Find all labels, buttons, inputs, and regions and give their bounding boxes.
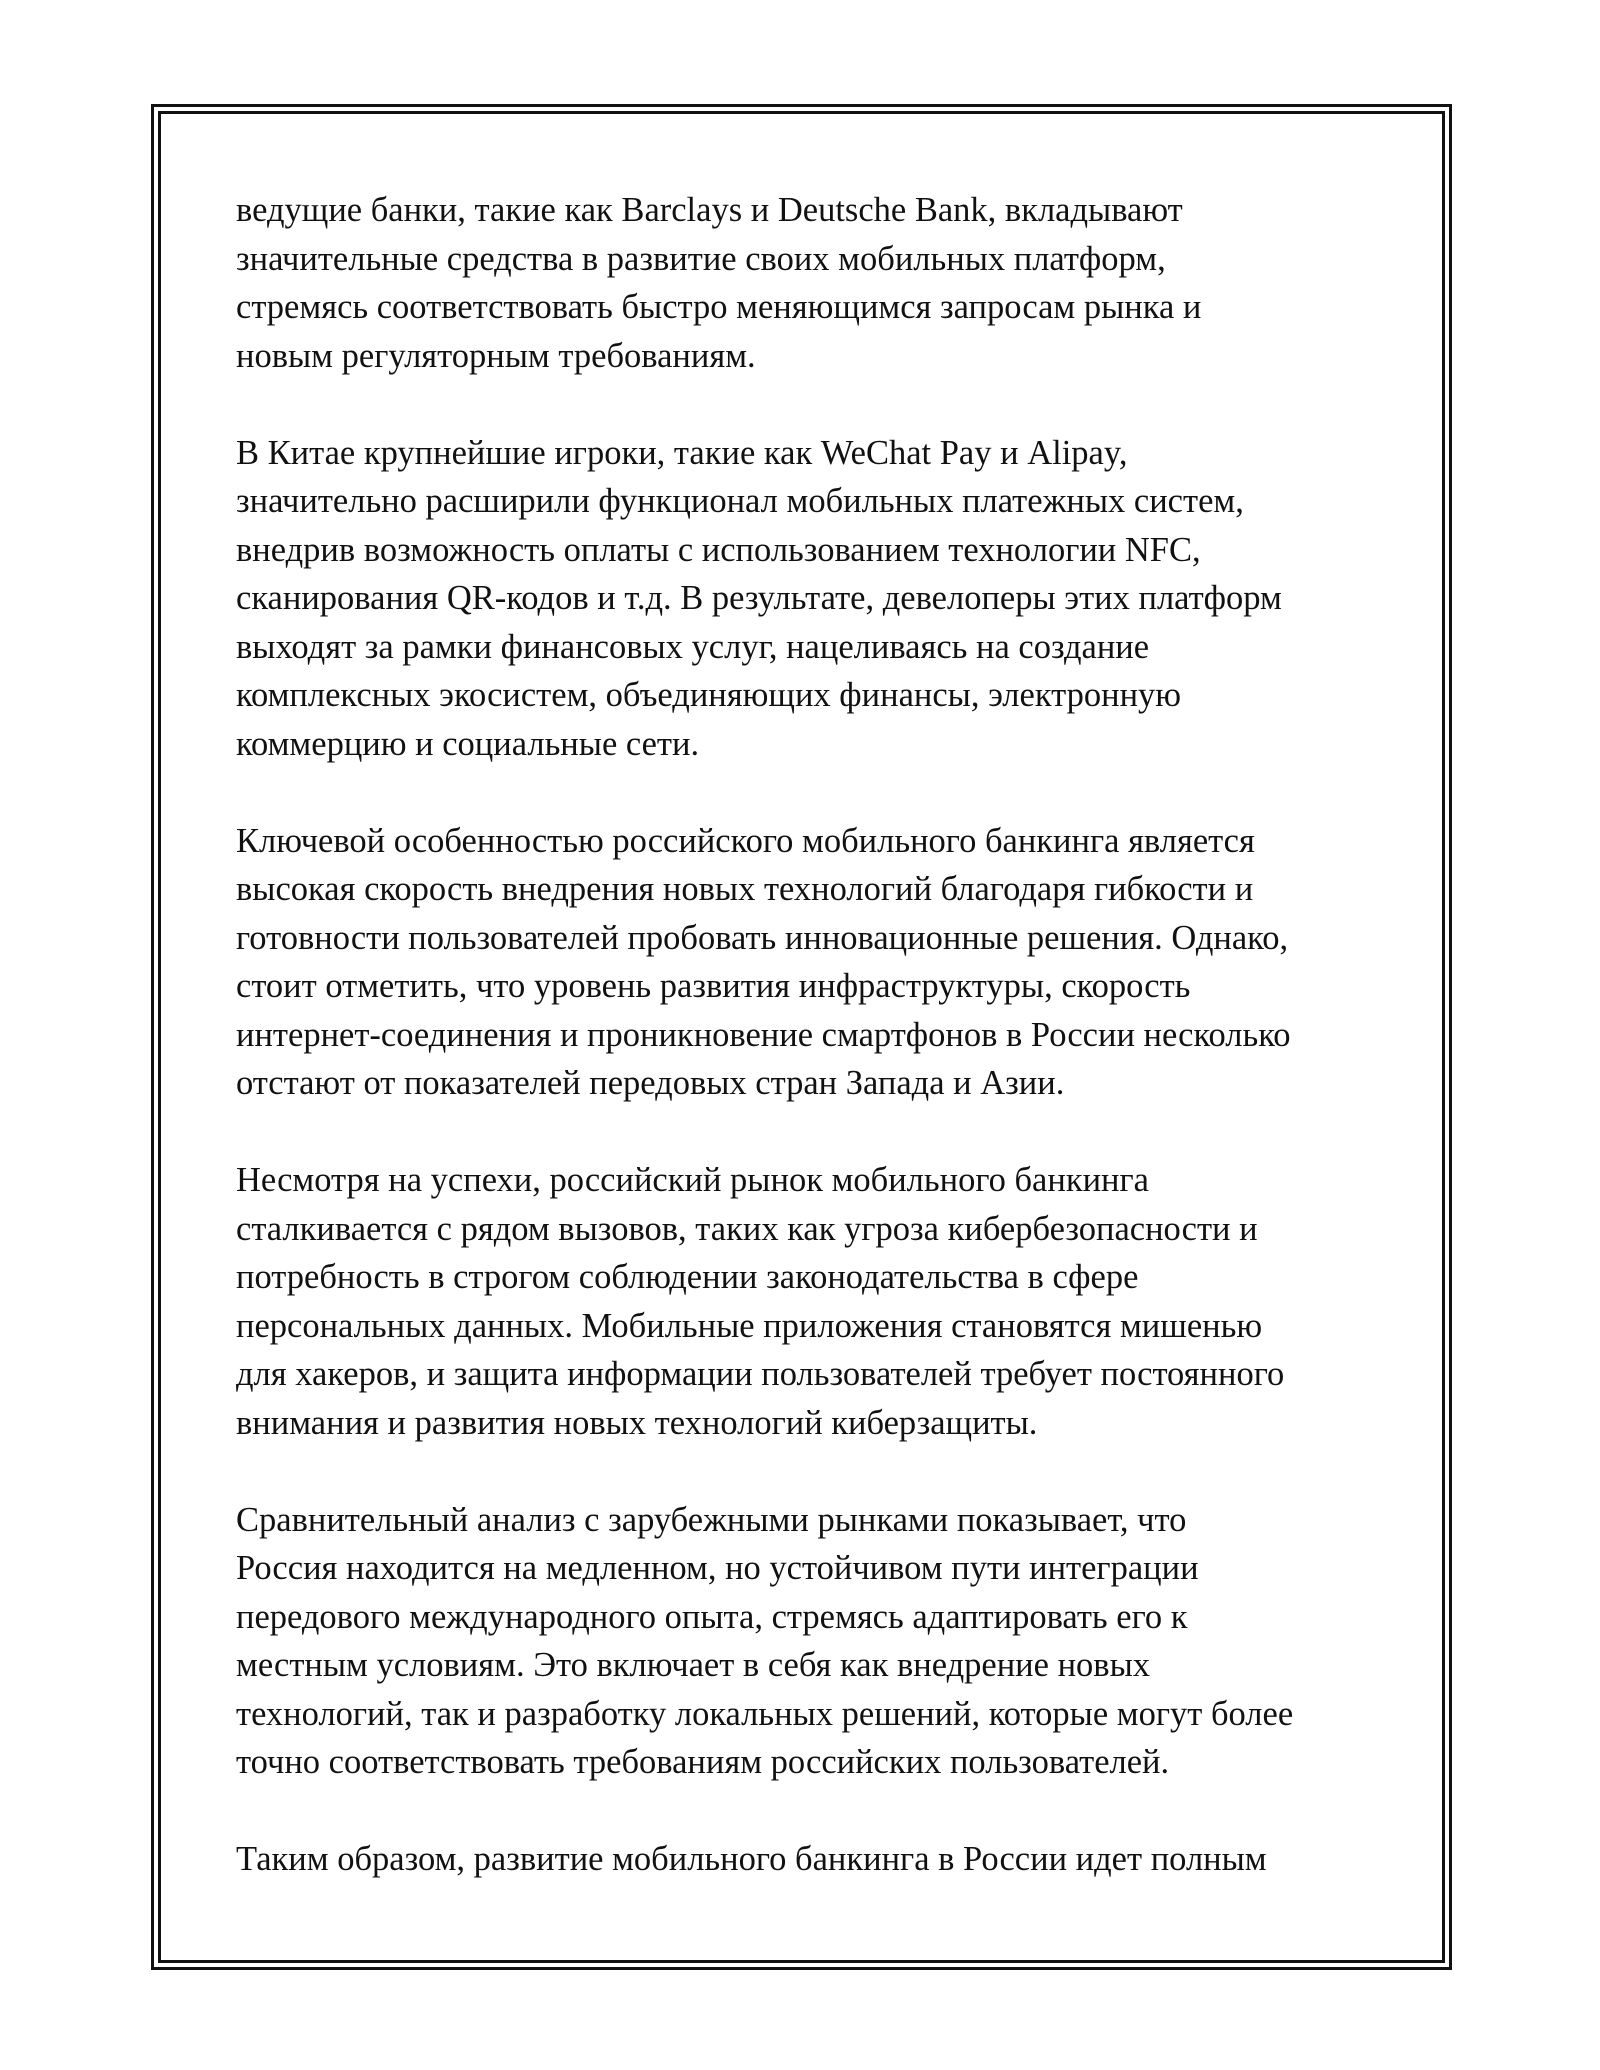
paragraph: Ключевой особенностью российского мобильного банкинга является высокая скорость внедрения новых технологий благодаря гибкости и готовности пользователей пробовать инновационные решения. Однако, стоит отметить, что уровень развития инфраструктуры, скорость интернет-соединения и проникновение смартфонов в России несколько отстают от показателей передовых стран Запада и Азии.	[236, 821, 1291, 1102]
paragraph: ведущие банки, такие как Barclays и Deutsche Bank, вкладывают значительные средства в развитие своих мобильных платформ, стремясь соответствовать быстро меняющимся запросам рынка и новым регуляторным требованиям.	[236, 191, 1202, 375]
paragraph: Несмотря на успехи, российский рынок мобильного банкинга сталкивается с рядом вызовов, таких как угроза кибербезопасности и потребность в строгом соблюдении законодательства в сфере персональных данных. Мобильные приложения становятся мишенью для хакеров, и защита информации пользователей требует постоянного внимания и развития новых технологий киберзащиты.	[236, 1161, 1285, 1442]
paragraph: Сравнительный анализ с зарубежными рынками показывает, что Россия находится на медленном, но устойчивом пути интеграции передового международного опыта, стремясь адаптировать его к местным условиям. Это включает в себя как внедрение новых технологий, так и разработку локальных решений, которые могут более точно соответствовать требованиям российских пользователей.	[236, 1500, 1294, 1781]
paragraph: Таким образом, развитие мобильного банкинга в России идет полным	[236, 1840, 1267, 1878]
paragraph: В Китае крупнейшие игроки, такие как WeChat Pay и Alipay, значительно расширили функционал мобильных платежных систем, внедрив возможность оплаты с использованием технологии NFC, сканирования QR-кодов и т.д. В результате, девелоперы этих платформ выходят за рамки финансовых услуг, нацеливаясь на создание комплексных экосистем, объединяющих финансы, электронную коммерцию и социальные сети.	[236, 433, 1282, 763]
document-body	[236, 186, 1386, 1932]
